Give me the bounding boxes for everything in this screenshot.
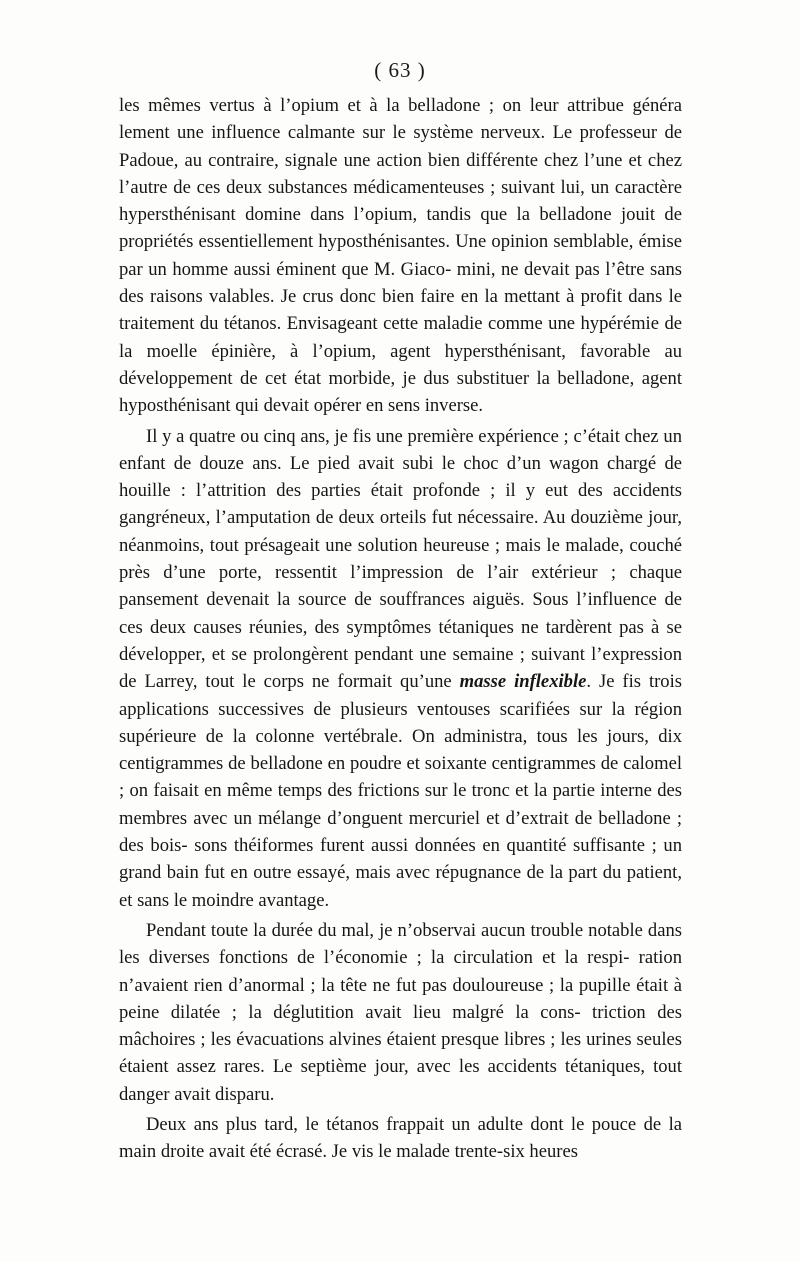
paragraph-3-text: Pendant toute la durée du mal, je n’observai aucun trouble notable dans les diverses fonctions de l’économie ; la circulation et la respi- ration n’avaient rien d’anormal ; la tête ne fut pas douloureuse ; la pupille était à peine dilatée ; la déglutition avait lieu malgré la cons- triction des mâchoires ; les évacuations alvines étaient presque libres ; les urines seules étaient assez rares. Le septième jour, avec les accidents tétaniques, tout danger avait disparu. <box>119 919 682 1105</box>
paragraph-4 <box>119 1111 682 1166</box>
body-text <box>119 92 682 1166</box>
paragraph-2-text-start: Il y a quatre ou cinq ans, je fis une première expérience ; c’était chez un enfant de douze ans. Le pied avait subi le choc d’un wagon chargé de houille : l’attrition des parties était profonde ; il y eut des accidents gangréneux, l’amputation de deux orteils fut nécessaire. Au douzième jour, néanmoins, tout présageait une solution heureuse ; mais le malade, couché près d’une porte, ressentit l’impression de l’air extérieur ; chaque pansement devenait la source de souffrances aiguës. Sous l’influence de ces deux causes réunies, des symptômes tétaniques ne tardèrent pas à se développer, et se prolongèrent pendant une semaine ; suivant l’expression de Larrey, tout le corps ne formait qu’une <box>119 425 682 693</box>
paragraph-2-text-end: . Je fis trois applications successives de plusieurs ventouses scarifiées sur la région supérieure de la colonne vertébrale. On administra, tous les jours, dix centigrammes de belladone en poudre et soixante centigrammes de calomel ; on faisait en même temps des frictions sur le tronc et la partie interne des membres avec un mélange d’onguent mercuriel et d’extrait de belladone ; des bois- sons théiformes furent aussi données en quantité suffisante ; un grand bain fut en outre essayé, mais avec répugnance de la part du patient, et sans le moindre avantage. <box>119 671 682 911</box>
paragraph-3 <box>119 917 682 1108</box>
page-number: ( 63 ) <box>374 58 426 82</box>
paragraph-1-text: les mêmes vertus à l’opium et à la belladone ; on leur attribue généra lement une influence calmante sur le système nerveux. Le professeur de Padoue, au contraire, signale une action bien différente chez l’une et chez l’autre de ces deux substances médicamenteuses ; suivant lui, un caractère hypersthénisant domine dans l’opium, tandis que la belladone jouit de propriétés essentiellement hyposthénisantes. Une opinion semblable, émise par un homme aussi éminent que M. Giaco- mini, ne devait pas l’être sans des raisons valables. Je crus donc bien faire en la mettant à profit dans le traitement du tétanos. Envisageant cette maladie comme une hypérémie de la moelle épinière, à l’opium, agent hypersthénisant, favorable au développement de cet état morbide, je dus substituer la belladone, agent hyposthénisant qui devait opérer en sens inverse. <box>119 95 682 417</box>
paragraph-4-text: Deux ans plus tard, le tétanos frappait un adulte dont le pouce de la main droite avait été écrasé. Je vis le malade trente-six heures <box>119 1113 682 1163</box>
emphasized-phrase: masse inflexible <box>459 671 587 693</box>
paragraph-1 <box>119 92 682 420</box>
paragraph-2 <box>119 423 682 914</box>
